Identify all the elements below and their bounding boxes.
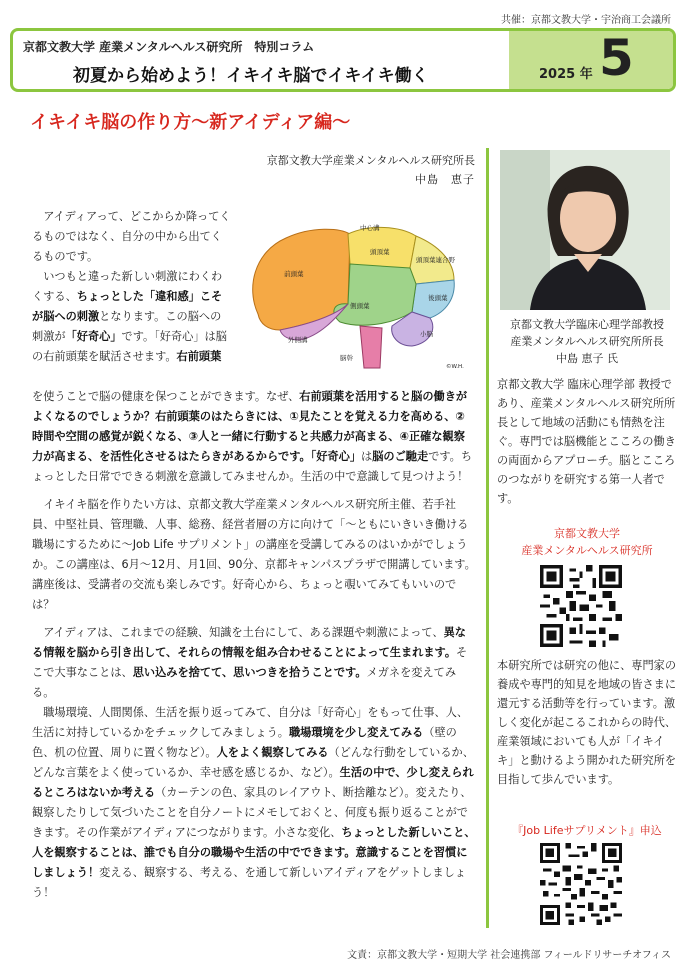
spacer <box>32 487 476 495</box>
issue-year: 2025 年 <box>539 67 593 82</box>
text-span: いつもと違った新しい刺激にわくわくする、 <box>32 270 223 303</box>
paragraph-3: イキイキ脳を作りたい方は、京都文教大学産業メンタルヘルス研究所主催、若手社員、中堅社員、管理職、人事、総務、経営者層の方に向けて「～ともにいきいき働ける職場にするために～Job Life サプリメント」の講座を受講してみるのはいかがでしょうか。この講座は、6月～12月、月1回、90分、京都キャンパスプラザで開講しています。講座後は、受講者の交流も楽しみです。好奇心から、ちょっと覗いてみてもいいのでは？ <box>32 498 476 611</box>
author-org: 京都文教大学産業メンタルヘルス研究所長 <box>266 154 475 167</box>
label-brainstem: 脳幹 <box>340 354 353 362</box>
label-occipital: 後頭葉 <box>428 294 448 302</box>
author-bio: 京都文教大学 臨床心理学部 教授であり、産業メンタルヘルス研究所所長として地域の活動にも情熱を注ぐ。専門では脳機能とこころの働きの両面からアプローチ。脳とこころのつながりを研究する第一人者です。 <box>497 378 676 505</box>
text-span: （壁の色、机の位置、周りに置く物など）。 <box>32 726 457 759</box>
text-span: となります。この脳への刺激が <box>32 310 222 343</box>
bold-span: 右前頭葉 <box>176 350 222 363</box>
brain-illustration <box>240 218 485 378</box>
signup-qr-code[interactable] <box>540 843 622 925</box>
text-span: 変える、観察する、考える、を通して新しいアイディアをゲットしましょう！ <box>32 866 466 899</box>
bold-span: 職場環境を少し変えてみる <box>288 726 424 739</box>
label-credit: ©W.H. <box>446 364 464 370</box>
header-title: 初夏から始めよう！イキイキ脳でイキイキ働く <box>73 66 429 86</box>
text-span: です。ちょっとした日常でできる刺激を意識してみませんか。生活の中で意識して見つけよう！ <box>32 450 473 483</box>
issue-number: 5 <box>599 29 634 87</box>
bold-span: ちょっとした「違和感」こそが脳への刺激 <box>32 290 223 323</box>
text-span: （カーテンの色、家具のレイアウト、断捨離など）。変えたり、観察したりして気づいたことを自分ノートにメモしておくと、何度も振り返ることができます。その作業がアイディアにつながります。小さな変化、 <box>32 786 472 839</box>
label-central-sulcus: 中心溝 <box>360 224 380 232</box>
text-span: 職場環境、人間関係、生活を振り返ってみて、自分は「好奇心」をもって仕事、人、生活に対持しているかをチェックしてみましょう。 <box>32 706 469 739</box>
text-span: メガネを変えてみる。 <box>32 666 457 699</box>
bold-span: 右前頭葉を活用すると脳の働きがよくなるのでしょうか？右前頭葉のはたらきには、①見たことを覚える力を高める、②時間や空間の感覚が鋭くなる、③人と一緒に行動すると共感力が高まる、④正確な観察力が高まる、を活性化させるはたらきがあるからです。 <box>32 390 468 463</box>
paragraph-5 <box>32 703 476 903</box>
bold-span: 生活の中で、少し変えられるところはないか考える <box>32 766 474 799</box>
bold-span: 異なる情報を脳から引き出して、それらの情報を組み合わせることによって生まれます。 <box>32 626 466 659</box>
text-span: そこで大事なことは、 <box>32 646 468 679</box>
text-span: を使うことで脳の健康を保つことができます。なぜ、 <box>32 390 300 403</box>
text-span: は <box>361 450 373 463</box>
label-parietal-assoc: 頭頂葉連合野 <box>416 256 455 264</box>
text-span: （どんな行動をしているか、どんな言葉をよく使っているか、幸せ感を感じるか、など）。 <box>32 746 474 779</box>
photo-caption-name: 中島 恵子 氏 <box>556 352 618 365</box>
institute-description: 本研究所では研究の他に、専門家の養成や専門的知見を地域の皆さまに還元する活動等を行っています。激しく変化が起こるこれからの時代、産業領域においても人が「イキイキ」と動けるよう開かれた研究所を目指して歩んでいます。 <box>497 659 677 786</box>
paragraph-2-start <box>32 267 232 367</box>
text-span: です。「好奇心」は脳の右前頭葉を賦活させます。 <box>32 330 227 363</box>
paragraph-2-cont <box>32 387 476 487</box>
bold-span: 脳のご馳走 <box>372 450 429 463</box>
bold-span: 「好奇心」 <box>310 450 362 463</box>
label-parietal: 頭頂葉 <box>370 248 390 256</box>
column-header <box>10 28 676 92</box>
header-org: 京都文教大学 産業メンタルヘルス研究所 特別コラム <box>23 40 315 54</box>
label-lateral-sulcus: 外側溝 <box>288 336 308 344</box>
label-frontal: 前頭葉 <box>284 270 304 278</box>
issue-box <box>509 31 673 89</box>
article-main <box>32 387 476 903</box>
article-headline: イキイキ脳の作り方～新アイディア編～ <box>30 112 351 133</box>
paragraph-1: アイディアって、どこからか降ってくるものではなく、自分の中から出てくるものです。 <box>32 210 231 263</box>
bold-span: 思い込みを捨てて、思いつきを拾うことです。 <box>132 666 367 679</box>
institute-name-line1: 京都文教大学 <box>554 527 620 540</box>
column-divider <box>486 148 489 928</box>
text-span: アイディアは、これまでの経験、知識を土台にして、ある課題や刺激によって、 <box>43 626 444 639</box>
institute-qr-code[interactable] <box>540 565 622 647</box>
bold-span: ちょっとした新しいこと、人を観察することは、誰でも自分の職場や生活の中でできます。意識することを習慣にしましょう！ <box>32 826 476 879</box>
credit-line: 文責：京都文教大学・短期大学 社会連携部 フィールドリサーチオフィス <box>347 950 671 961</box>
portrait-illustration <box>500 150 670 310</box>
institute-name-line2: 産業メンタルヘルス研究所 <box>521 544 653 557</box>
author-name: 中島 恵子 <box>415 173 475 186</box>
photo-caption-title: 京都文教大学臨床心理学部教授 <box>510 318 664 331</box>
author-photo <box>500 150 670 310</box>
label-cerebellum: 小脳 <box>420 330 433 338</box>
brainstem-shape <box>360 326 382 368</box>
job-life-signup-link[interactable]: 『Job Lifeサプリメント』申込 <box>512 824 662 837</box>
photo-caption-position: 産業メンタルヘルス研究所所長 <box>510 335 664 348</box>
sponsor-line: 共催：京都文教大学・宇治商工会議所 <box>501 15 671 26</box>
bold-span: 人をよく観察してみる <box>216 746 329 759</box>
spacer <box>32 615 476 623</box>
article-intro <box>32 207 232 367</box>
bold-span: 「好奇心」 <box>65 330 122 343</box>
paragraph-4 <box>32 623 476 703</box>
label-temporal: 側頭葉 <box>350 302 370 310</box>
